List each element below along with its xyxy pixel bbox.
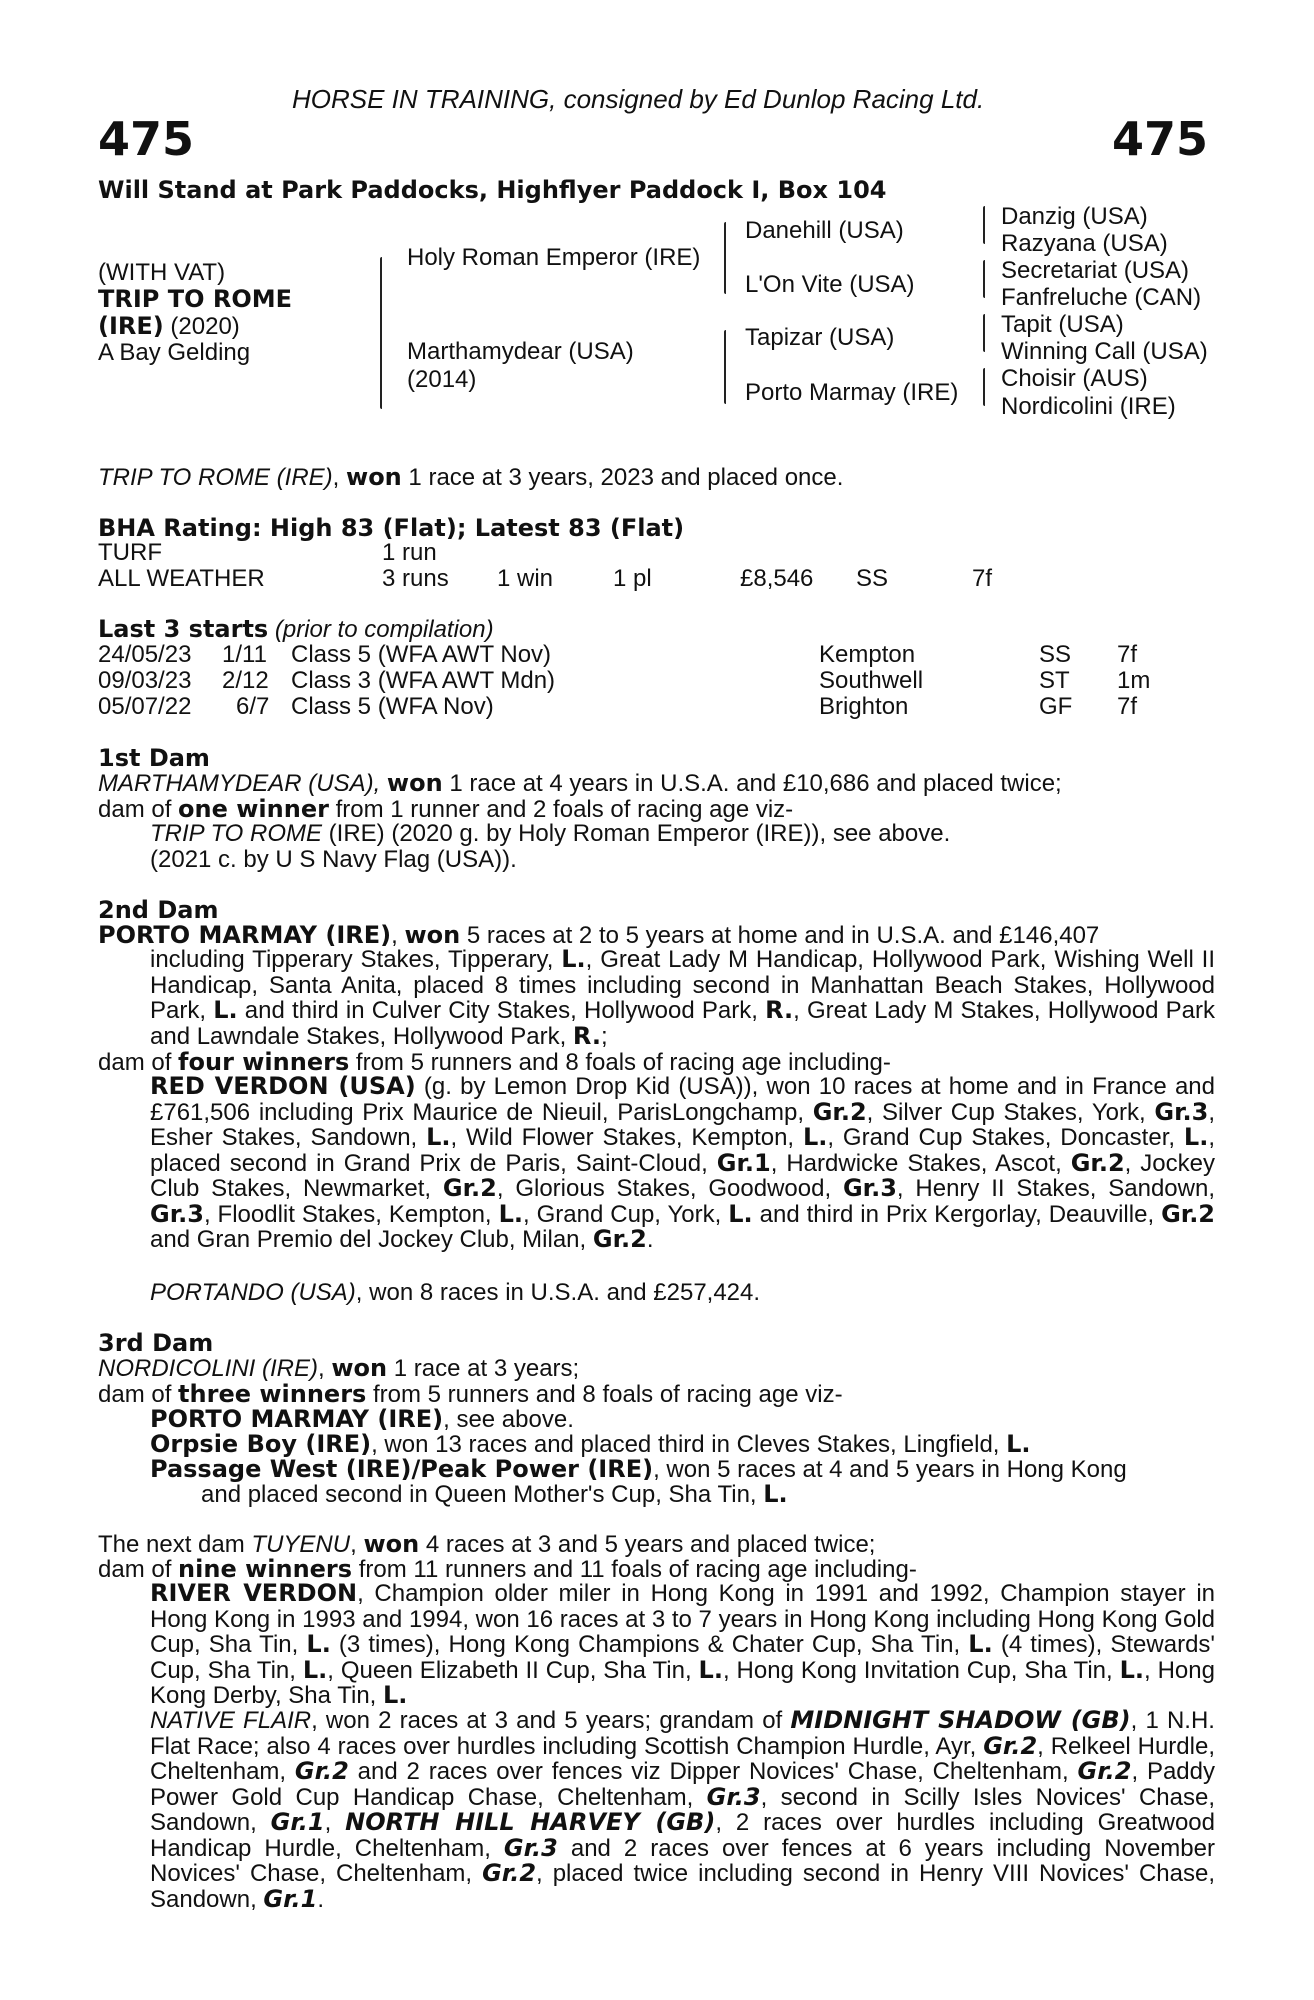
rating-wins: 1 win <box>497 565 554 592</box>
third-dam-heading: 3rd Dam <box>98 1329 214 1357</box>
rating-runs: 1 run <box>382 539 437 566</box>
second-dam-heading: 2nd Dam <box>98 896 219 924</box>
third-dam-produce: dam of three winners from 5 runners and 8 foals of racing age viz- <box>98 1380 843 1408</box>
second-dam-produce: dam of four winners from 5 runners and 8 foals of racing age including- <box>98 1048 891 1076</box>
dam: Marthamydear (USA) <box>407 338 634 365</box>
pedigree-brace-dam <box>724 330 726 404</box>
second-dam-record: including Tipperary Stakes, Tipperary, L., Great Lady M Handicap, Hollywood Park, Wishing Well II Handicap, Santa Anita, placed 8 times including second in Manhattan Beach Stakes, Hollywood Park, L. and third in Culver City Stakes, Hollywood Park, R., Great Lady M Stakes, Hollywood Park and Lawndale Stakes, Hollywood Park, R.; <box>150 945 1216 1050</box>
horse-description: A Bay Gelding <box>98 339 251 366</box>
vat-note: (WITH VAT) <box>98 259 226 286</box>
portando-record: PORTANDO (USA), won 8 races in U.S.A. and £257,424. <box>150 1279 761 1306</box>
start-going: SS <box>1039 641 1072 668</box>
pedigree-brace-main <box>380 257 382 409</box>
first-dam-progeny-1: TRIP TO ROME (IRE) (2020 g. by Holy Roman Emperor (IRE)), see above. <box>150 820 951 847</box>
rating-surface: TURF <box>98 539 162 566</box>
first-dam-heading: 1st Dam <box>98 744 210 772</box>
start-distance: 1m <box>1117 667 1151 694</box>
pedigree-brace-g4 <box>983 368 985 406</box>
dam-dam: Porto Marmay (IRE) <box>745 379 959 406</box>
third-dam-progeny-3-cont: and placed second in Queen Mother's Cup, Sha Tin, L. <box>201 1480 788 1508</box>
start-going: ST <box>1039 667 1070 694</box>
rating-going: SS <box>856 565 889 592</box>
sire-sire: Danehill (USA) <box>745 217 904 244</box>
red-verdon-record: RED VERDON (USA) (g. by Lemon Drop Kid (USA)), won 10 races at home and in France and £761,506 including Prix Maurice de Nieuil, ParisLongchamp, Gr.2, Silver Cup Stakes, York, Gr.3, Esher Stakes, Sandown, L., Wild Flower Stakes, Kempton, L., Grand Cup Stakes, Doncaster, L., placed second in Grand Prix de Paris, Saint-Cloud, Gr.1, Hardwicke Stakes, Ascot, Gr.2, Jockey Club Stakes, Newmarket, Gr.2, Glorious Stakes, Goodwood, Gr.3, Henry II Stakes, Sandown, Gr.3, Floodlit Stakes, Kempton, L., Grand Cup, York, L. and third in Prix Kergorlay, Deauville, Gr.2 and Gran Premio del Jockey Club, Milan, Gr.2. <box>150 1072 1216 1253</box>
ancestor-g4: Fanfreluche (CAN) <box>1001 284 1202 311</box>
river-verdon-record: RIVER VERDON, Champion older miler in Hong Kong in 1991 and 1992, Champion stayer in Hong Kong in 1993 and 1994, won 16 races at 3 to 7 years in Hong Kong including Hong Kong Gold Cup, Sha Tin, L. (3 times), Hong Kong Champions & Chater Cup, Sha Tin, L. (4 times), Stewards' Cup, Sha Tin, L., Queen Elizabeth II Cup, Sha Tin, L., Hong Kong Invitation Cup, Sha Tin, L., Hong Kong Derby, Sha Tin, L. <box>150 1579 1216 1709</box>
ancestor-g2: Razyana (USA) <box>1001 230 1168 257</box>
lot-number-left: 475 <box>98 112 195 166</box>
start-distance: 7f <box>1117 693 1138 720</box>
first-dam-progeny-2: (2021 c. by U S Navy Flag (USA)). <box>150 846 517 873</box>
start-course: Brighton <box>819 693 909 720</box>
start-position: 1/11 <box>222 641 267 668</box>
start-course: Southwell <box>819 667 924 694</box>
rating-prize: £8,546 <box>740 565 814 592</box>
start-date: 09/03/23 <box>98 667 192 694</box>
pedigree-brace-g1 <box>983 206 985 244</box>
first-dam-produce: dam of one winner from 1 runner and 2 foals of racing age viz- <box>98 795 794 823</box>
rating-distance: 7f <box>972 565 993 592</box>
rating-runs: 3 runs <box>382 565 449 592</box>
start-date: 05/07/22 <box>98 693 192 720</box>
start-course: Kempton <box>819 641 916 668</box>
pedigree-brace-g2 <box>983 260 985 298</box>
horse-name-line2: (IRE) (2020) <box>98 312 240 340</box>
first-dam-line: MARTHAMYDEAR (USA), won 1 race at 4 years in U.S.A. and £10,686 and placed twice; <box>98 769 1062 797</box>
rating-surface: ALL WEATHER <box>98 565 265 592</box>
start-position: 2/12 <box>222 667 269 694</box>
dam-sire: Tapizar (USA) <box>745 324 895 351</box>
next-dam-produce: dam of nine winners from 11 runners and 11 foals of racing age including- <box>98 1555 917 1583</box>
ancestor-g3: Secretariat (USA) <box>1001 257 1190 284</box>
second-dam-line: PORTO MARMAY (IRE), won 5 races at 2 to 5 years at home and in U.S.A. and £146,407 <box>98 921 1100 949</box>
next-dam-line: The next dam TUYENU, won 4 races at 3 and 5 years and placed twice; <box>98 1530 876 1558</box>
third-dam-progeny-1: PORTO MARMAY (IRE), see above. <box>150 1405 574 1433</box>
dam-year: (2014) <box>407 366 477 393</box>
pedigree-brace-sire <box>724 222 726 294</box>
ancestor-g7: Choisir (AUS) <box>1001 365 1148 392</box>
pedigree-brace-g3 <box>983 314 985 352</box>
third-dam-progeny-3: Passage West (IRE)/Peak Power (IRE), won 5 races at 4 and 5 years in Hong Kong <box>150 1455 1127 1483</box>
race-summary: TRIP TO ROME (IRE), won 1 race at 3 years, 2023 and placed once. <box>98 463 844 491</box>
ancestor-g1: Danzig (USA) <box>1001 203 1148 230</box>
consignor-line: HORSE IN TRAINING, consigned by Ed Dunlop Racing Ltd. <box>292 84 985 114</box>
third-dam-line: NORDICOLINI (IRE), won 1 race at 3 years; <box>98 1354 580 1382</box>
rating-places: 1 pl <box>613 565 652 592</box>
last-starts-heading: Last 3 starts (prior to compilation) <box>98 615 494 643</box>
start-going: GF <box>1039 693 1073 720</box>
native-flair-record: NATIVE FLAIR, won 2 races at 3 and 5 years; grandam of MIDNIGHT SHADOW (GB), 1 N.H. Flat Race; also 4 races over hurdles including Scottish Champion Hurdle, Ayr, Gr.2, Relkeel Hurdle, Cheltenham, Gr.2 and 2 races over fences viz Dipper Novices' Chase, Cheltenham, Gr.2, Paddy Power Gold Cup Handicap Chase, Cheltenham, Gr.3, second in Scilly Isles Novices' Chase, Sandown, Gr.1, NORTH HILL HARVEY (GB), 2 races over hurdles including Greatwood Handicap Hurdle, Cheltenham, Gr.3 and 2 races over fences at 6 years including November Novices' Chase, Cheltenham, Gr.2, placed twice including second in Henry VIII Novices' Chase, Sandown, Gr.1. <box>150 1706 1215 1913</box>
horse-name: TRIP TO ROME <box>98 285 293 313</box>
start-race: Class 3 (WFA AWT Mdn) <box>291 667 556 694</box>
start-race: Class 5 (WFA Nov) <box>291 693 494 720</box>
ancestor-g5: Tapit (USA) <box>1001 311 1124 338</box>
stand-location: Will Stand at Park Paddocks, Highflyer Paddock I, Box 104 <box>98 176 887 204</box>
start-distance: 7f <box>1117 641 1138 668</box>
sire: Holy Roman Emperor (IRE) <box>407 244 701 271</box>
third-dam-progeny-2: Orpsie Boy (IRE), won 13 races and placed third in Cleves Stakes, Lingfield, L. <box>150 1430 1031 1458</box>
bha-rating: BHA Rating: High 83 (Flat); Latest 83 (Flat) <box>98 514 685 542</box>
ancestor-g8: Nordicolini (IRE) <box>1001 393 1176 420</box>
ancestor-g6: Winning Call (USA) <box>1001 338 1208 365</box>
sire-dam: L'On Vite (USA) <box>745 271 915 298</box>
start-race: Class 5 (WFA AWT Nov) <box>291 641 552 668</box>
lot-number-right: 475 <box>1111 112 1208 166</box>
start-position: 6/7 <box>236 693 270 720</box>
start-date: 24/05/23 <box>98 641 192 668</box>
